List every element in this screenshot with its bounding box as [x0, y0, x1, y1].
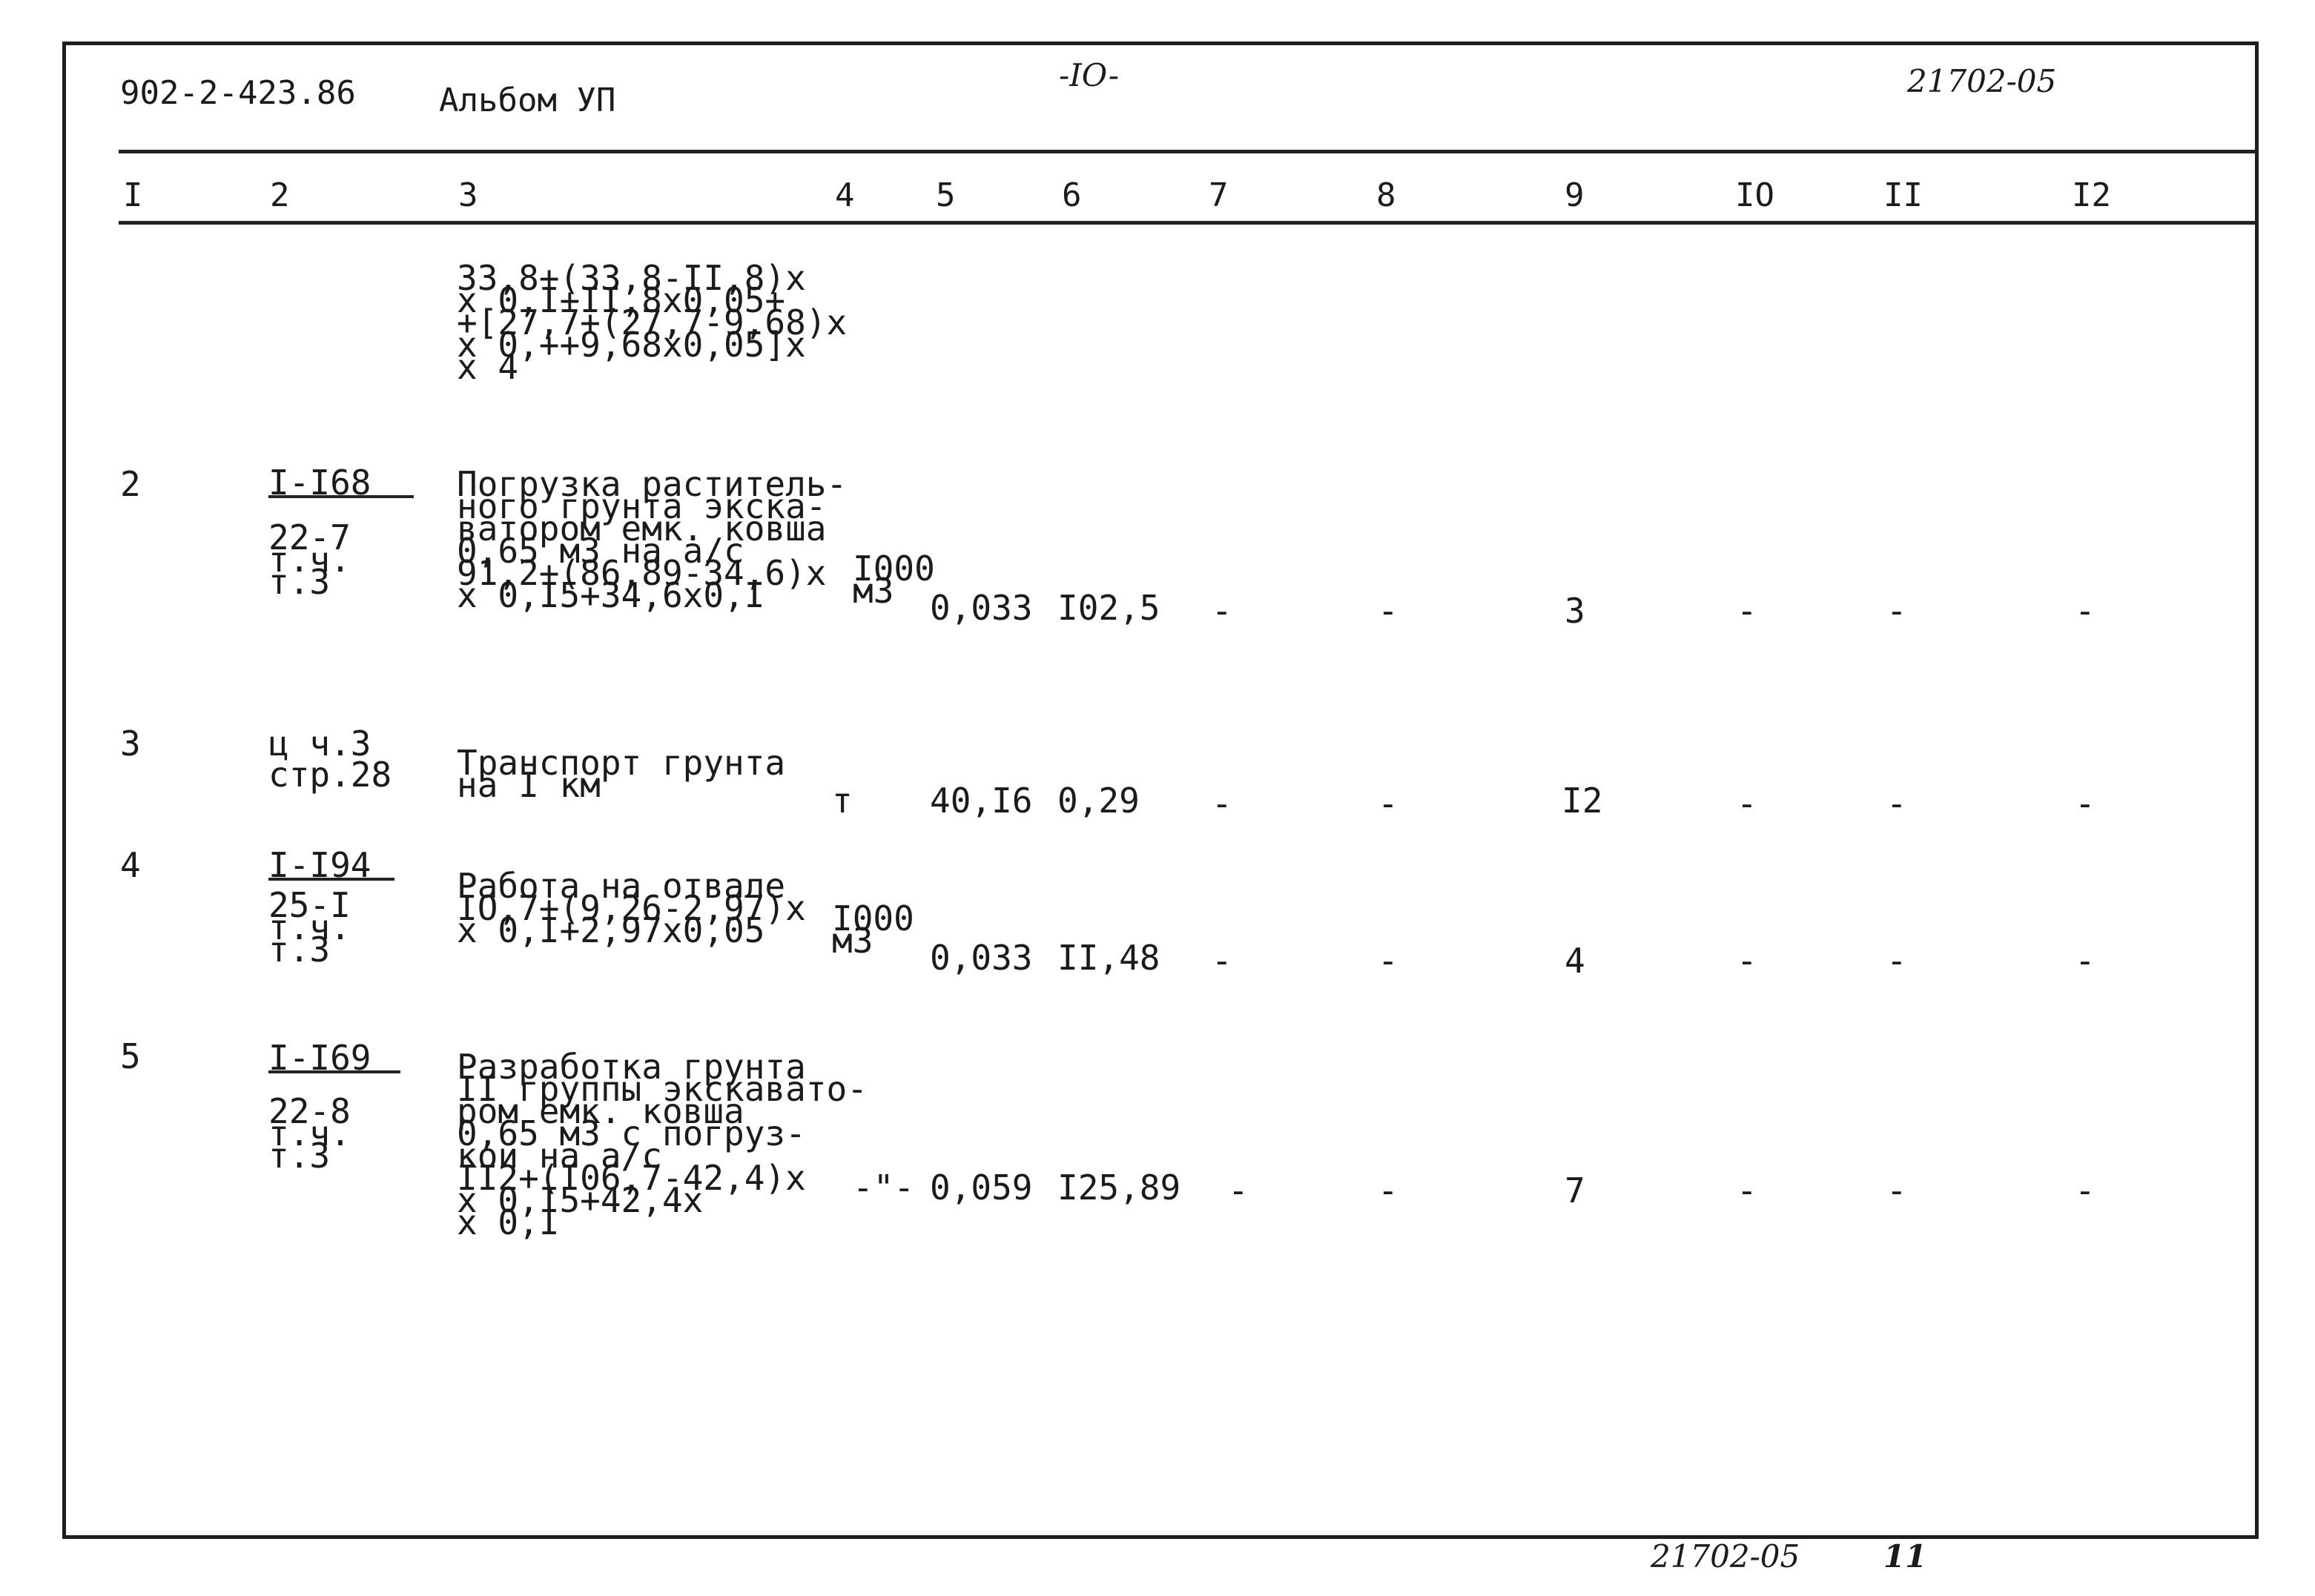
- col-8: 8: [1376, 176, 1396, 214]
- cell-11: -: [1886, 784, 1907, 824]
- col-6: 6: [1062, 176, 1082, 214]
- cell-7: -: [1212, 591, 1232, 631]
- header-code: 21702-05: [1907, 63, 2057, 99]
- col-5: 5: [936, 176, 956, 214]
- cell-10: -: [1737, 1170, 1757, 1211]
- footer-code: 21702-05: [1651, 1538, 1800, 1575]
- col-11: II: [1883, 176, 1923, 214]
- sheet-frame: [62, 42, 2259, 1539]
- unit: I000 м3: [832, 898, 914, 961]
- norm-reference-detail: 22-8 т.ч. т.3: [268, 1091, 351, 1176]
- cell-11: -: [1886, 1170, 1907, 1211]
- cell-12: -: [2075, 941, 2096, 981]
- norm-reference: I-I69: [268, 1047, 400, 1073]
- unit: т: [832, 781, 853, 821]
- cell-8: -: [1378, 1170, 1398, 1211]
- work-description: Работа на отвале IO,7+(9,26-2,97)x x 0,I+2,97x0,05: [457, 866, 806, 950]
- cell-6: I25,89: [1057, 1168, 1181, 1208]
- unit: -"-: [853, 1168, 915, 1208]
- cell-9: 4: [1565, 941, 1585, 981]
- cell-9: 3: [1565, 591, 1585, 631]
- quantity: 0,033: [930, 938, 1033, 978]
- cell-8: -: [1378, 784, 1398, 824]
- norm-reference: I-I68: [268, 471, 414, 498]
- row-number: 5: [120, 1036, 141, 1076]
- norm-reference: I-I94: [268, 854, 394, 881]
- cell-10: -: [1737, 591, 1757, 631]
- cell-11: -: [1886, 591, 1907, 631]
- quantity: 0,059: [930, 1168, 1033, 1208]
- work-description: Транспорт грунта на I км: [457, 743, 786, 805]
- cell-10: -: [1737, 784, 1757, 824]
- unit: I000 м3: [853, 549, 935, 611]
- cell-8: -: [1378, 941, 1398, 981]
- cell-6: 0,29: [1057, 781, 1140, 821]
- cell-6: I02,5: [1057, 588, 1160, 628]
- doc-number: 902-2-423.86: [120, 74, 356, 112]
- col-10: IO: [1735, 176, 1774, 214]
- footer-sheet-number: 11: [1883, 1538, 1927, 1575]
- cell-8: -: [1378, 591, 1398, 631]
- cell-7: -: [1228, 1170, 1249, 1211]
- cell-12: -: [2075, 784, 2096, 824]
- col-7: 7: [1209, 176, 1229, 214]
- continuation-formula: 33,8+(33,8-II,8)x x 0,I+II,8x0,05+ +[27,7+(27,7-9,68)x x 0,++9,68x0,05]x x 4: [457, 258, 848, 387]
- cell-12: -: [2075, 1170, 2096, 1211]
- page-number: -IO-: [1059, 57, 1119, 93]
- quantity: 40,I6: [930, 781, 1033, 821]
- row-number: 2: [120, 464, 141, 504]
- cell-9: 7: [1565, 1170, 1585, 1211]
- work-description: Погрузка раститель- ного грунта экска- ватором емк. ковша 0,65 м3 на а/с 91,2+(86,89-34,6)x x 0,I5+34,6x0,I: [457, 464, 848, 615]
- norm-reference-detail: 22-7 т.ч. т.3: [268, 517, 351, 602]
- norm-reference-detail: стр.28: [268, 755, 392, 795]
- norm-reference: ц ч.3: [268, 724, 371, 764]
- norm-reference-detail: 25-I т.ч. т.3: [268, 885, 351, 970]
- col-4: 4: [835, 176, 855, 214]
- cell-7: -: [1212, 941, 1232, 981]
- cell-6: II,48: [1057, 938, 1160, 978]
- col-9: 9: [1565, 176, 1585, 214]
- cell-11: -: [1886, 941, 1907, 981]
- row-number: 3: [120, 724, 141, 764]
- quantity: 0,033: [930, 588, 1033, 628]
- cell-9: I2: [1562, 781, 1603, 821]
- col-1: I: [123, 176, 143, 214]
- col-2: 2: [270, 176, 290, 214]
- header-rule: [119, 150, 2259, 153]
- cell-7: -: [1212, 784, 1232, 824]
- work-description: Разработка грунта II группы экскавато- ром емк. ковша 0,65 м3 с погруз- кой на а/с II2+(I06,7-42,4)x x 0,I5+42,4x x 0,I: [457, 1047, 868, 1242]
- cell-12: -: [2075, 591, 2096, 631]
- col-3: 3: [458, 176, 478, 214]
- col-12: I2: [2072, 176, 2111, 214]
- album-label: Альбом УП: [439, 82, 616, 119]
- column-header-rule: [119, 221, 2259, 225]
- cell-10: -: [1737, 941, 1757, 981]
- row-number: 4: [120, 845, 141, 885]
